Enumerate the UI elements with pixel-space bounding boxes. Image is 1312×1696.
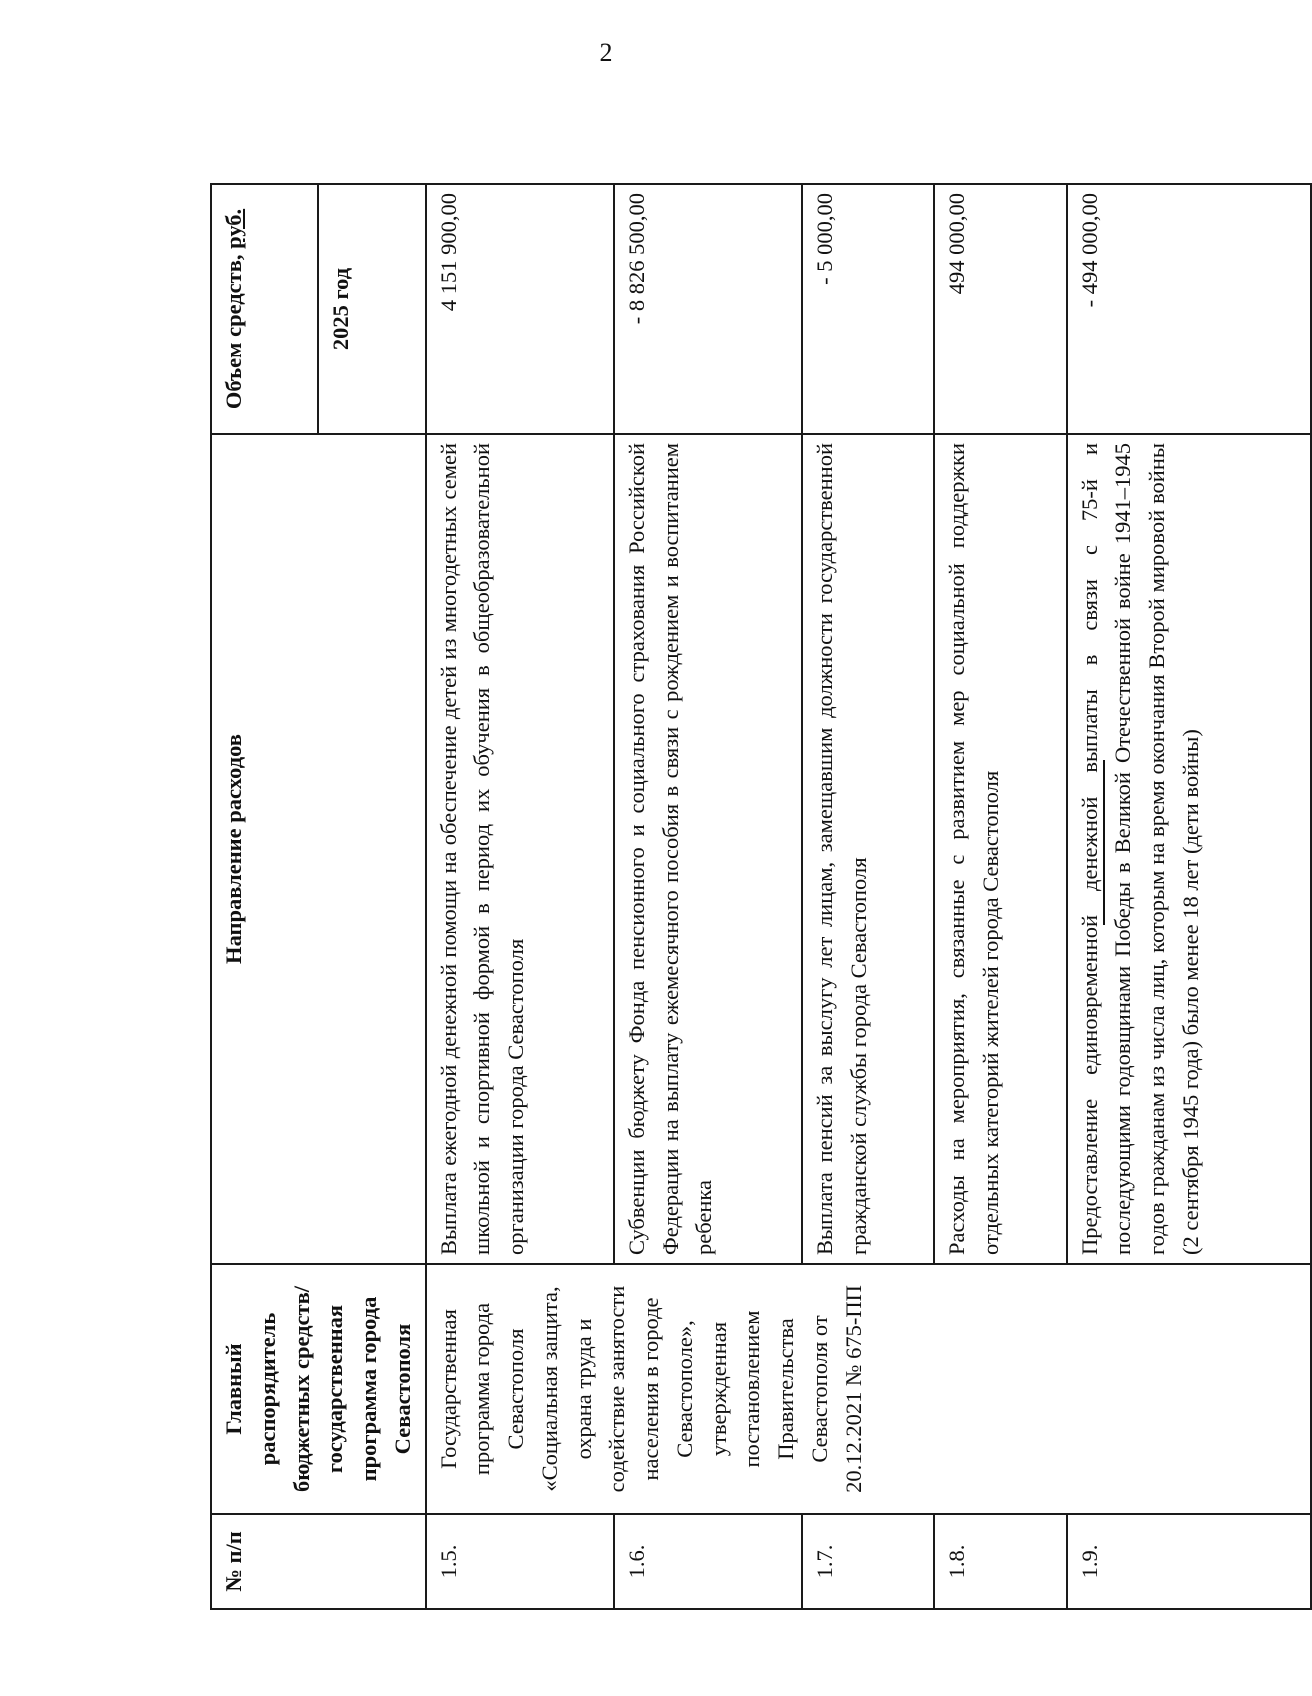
header-direction: Направление расходов [211,434,426,1264]
page-number: 2 [599,38,613,67]
header-number: № п/п [211,1514,426,1609]
row-amount: 4 151 900,00 [426,184,614,434]
row-direction: Выплата ежегодной денежной помощи на обеспечение детей из многодетных семей школьной и спортивной формой в период их обучения в общеобразовательной организации города Севастополя [426,434,614,1264]
expenses-table [210,183,1312,1610]
row-direction: Расходы на мероприятия, связанные с развитием мер социальной поддержки отдельных категорий жителей города Севастополя [934,434,1066,1264]
row-amount: - 494 000,00 [1067,184,1312,434]
row-amount: - 8 826 500,00 [614,184,802,434]
row-number: 1.8. [934,1514,1066,1609]
program-name: Государственная программа города Севастополя «Социальная защита, охрана труда и содействие занятости населения в городе Севастополе», утвержденная постановлением Правительства Севастополя от 20.12.2021 № 675-ПП [426,1264,1312,1514]
table-row [426,184,614,1609]
row-number: 1.6. [614,1514,802,1609]
header-admin: Главный распорядитель бюджетных средств/ государственная программа города Севастополя [211,1264,426,1514]
header-amount [211,184,318,434]
row-number: 1.7. [802,1514,934,1609]
header-year: 2025 год [318,184,425,434]
row-amount: 494 000,00 [934,184,1066,434]
separator-line [1103,760,1105,925]
row-amount: - 5 000,00 [802,184,934,434]
row-direction: Выплата пенсий за выслугу лет лицам, замещавшим должности государственной гражданской службы города Севастополя [802,434,934,1264]
header-amount-title: Объем средств, [221,254,246,410]
table-header-row [211,184,318,1609]
row-number: 1.9. [1067,1514,1312,1609]
header-amount-unit: руб. [221,208,246,249]
rotated-table-wrapper [210,185,1312,1610]
row-direction: Предоставление единовременной денежной выплаты в связи с 75-й и последующими годовщинами Победы в Великой Отечественной войне 1941–1945 годов гражданам из числа лиц, которым на время окончания Второй мировой войны (2 сентября 1945 года) было менее 18 лет (дети войны) [1067,434,1312,1264]
row-direction: Субвенции бюджету Фонда пенсионного и социального страхования Российской Федерации на выплату ежемесячного пособия в связи с рождением и воспитанием ребенка [614,434,802,1264]
row-number: 1.5. [426,1514,614,1609]
